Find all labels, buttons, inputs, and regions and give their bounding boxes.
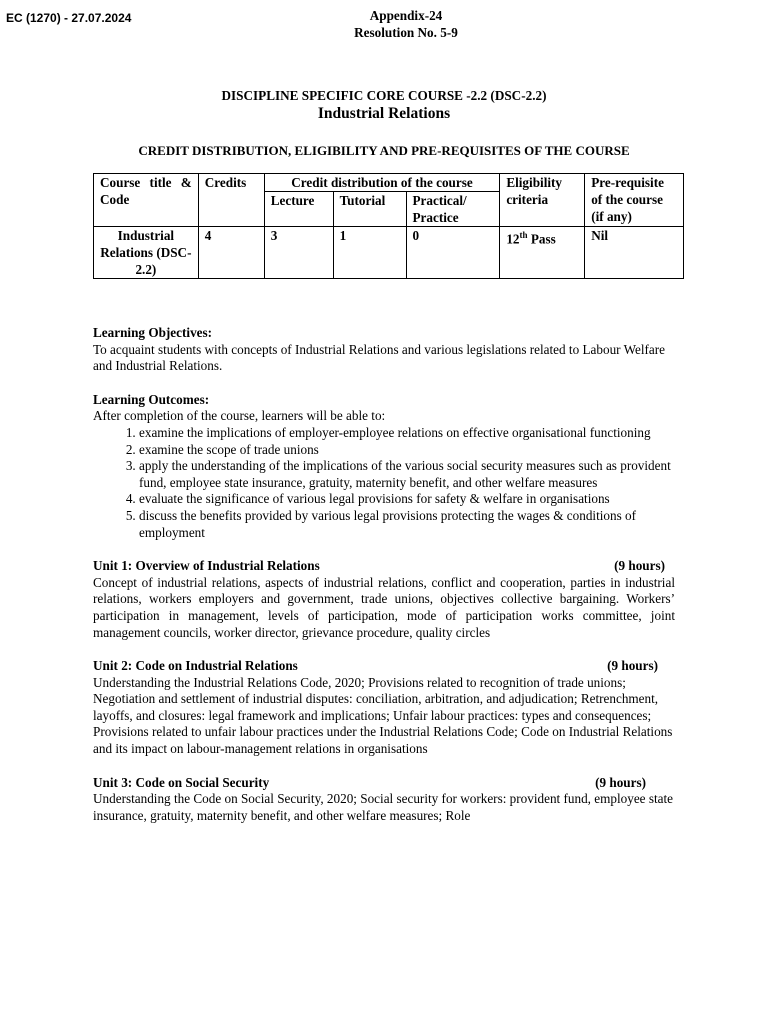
header-credits: Credits — [198, 174, 264, 227]
unit-1-text: Concept of industrial relations, aspects of industrial relations, conflict and cooperation, parties in industrial relations, workers employers and government, trade unions, objectives collective bargaining. Workers’ participation in management, levels of participation, mode of participation works committee, joint management councils, worker director, grievance procedure, quality circles — [93, 574, 675, 640]
unit-1-title: Unit 1: Overview of Industrial Relations — [93, 558, 320, 574]
course-name: Industrial Relations — [317, 105, 451, 122]
dsc-title: DISCIPLINE SPECIFIC CORE COURSE -2.2 (DSC-2.2) — [221, 88, 547, 103]
list-item: 2. examine the scope of trade unions — [139, 442, 675, 459]
header-credit-distribution: Credit distribution of the course — [264, 174, 500, 192]
eligibility-text: Pass — [527, 231, 556, 247]
eligibility-superscript: th — [519, 230, 528, 240]
resolution-number: Resolution No. 5-9 — [354, 25, 458, 40]
appendix-header — [0, 7, 768, 41]
cell-credits: 4 — [198, 227, 264, 279]
unit-1-hours: (9 hours) — [614, 558, 665, 574]
unit-2-title: Unit 2: Code on Industrial Relations — [93, 658, 298, 674]
unit-3-text: Understanding the Code on Social Security, 2020; Social security for workers: provident fund, employee state insurance, gratuity, maternity benefit, and other welfare measures; Role — [93, 791, 673, 823]
cell-lecture: 3 — [264, 227, 333, 279]
list-item: 1. examine the implications of employer-employee relations on effective organisational functioning — [139, 425, 675, 442]
table-header-row — [94, 174, 684, 192]
list-item: 3. apply the understanding of the implications of the various social security measures such as provident fund, employee state insurance, gratuity, maternity benefit, and other welfare measures — [139, 458, 675, 491]
objectives-title: Learning Objectives: — [93, 325, 213, 340]
header-lecture: Lecture — [264, 192, 333, 227]
outcomes-intro: After completion of the course, learners will be able to: — [93, 408, 386, 424]
unit-3-hours: (9 hours) — [595, 774, 646, 790]
header-course-title: Course title & Code — [94, 174, 199, 227]
cell-course: Industrial Relations (DSC- 2.2) — [94, 227, 199, 279]
course-content — [93, 325, 675, 824]
outcomes-list — [93, 425, 675, 541]
cell-eligibility — [500, 227, 585, 279]
header-practical: Practical/ Practice — [406, 192, 500, 227]
table-row — [94, 227, 684, 279]
appendix-number: Appendix-24 — [369, 8, 443, 23]
course-heading — [0, 88, 768, 124]
header-prerequisite: Pre-requisite of the course (if any) — [585, 174, 684, 227]
unit-1-heading — [93, 558, 675, 575]
credit-section-title: CREDIT DISTRIBUTION, ELIGIBILITY AND PRE-REQUISITES OF THE COURSE — [138, 143, 630, 158]
objectives-text: To acquaint students with concepts of Industrial Relations and various legislations related to Labour Welfare and Industrial Relations. — [93, 341, 666, 374]
cell-prerequisite: Nil — [585, 227, 684, 279]
credit-table — [93, 173, 684, 279]
list-item: 5. discuss the benefits provided by various legal provisions protecting the wages & conditions of employment — [139, 508, 675, 541]
ec-reference: EC (1270) - 27.07.2024 — [6, 11, 132, 25]
list-item: 4. evaluate the significance of various legal provisions for safety & welfare in organisations — [139, 491, 675, 508]
unit-3-heading — [93, 775, 675, 792]
unit-3-title: Unit 3: Code on Social Security — [93, 774, 270, 790]
cell-tutorial: 1 — [333, 227, 406, 279]
cell-practical: 0 — [406, 227, 500, 279]
unit-2-hours: (9 hours) — [607, 658, 658, 674]
header-eligibility: Eligibility criteria — [500, 174, 585, 227]
unit-2-text: Understanding the Industrial Relations Code, 2020; Provisions related to recognition of trade unions; Negotiation and settlement of industrial disputes: conciliation, arbitration, and adjudication; Retrenchment, layoffs, and closures: legal framework and implications; Unfair labour practices: types and consequences; Provisions related to unfair labour practices under the Industrial Relations Code; Code on Industrial Relations and its impact on labour-management relations in organisations — [93, 674, 673, 757]
unit-2-heading — [93, 658, 675, 675]
header-tutorial: Tutorial — [333, 192, 406, 227]
outcomes-title: Learning Outcomes: — [93, 391, 210, 407]
eligibility-number: 12 — [506, 231, 520, 247]
